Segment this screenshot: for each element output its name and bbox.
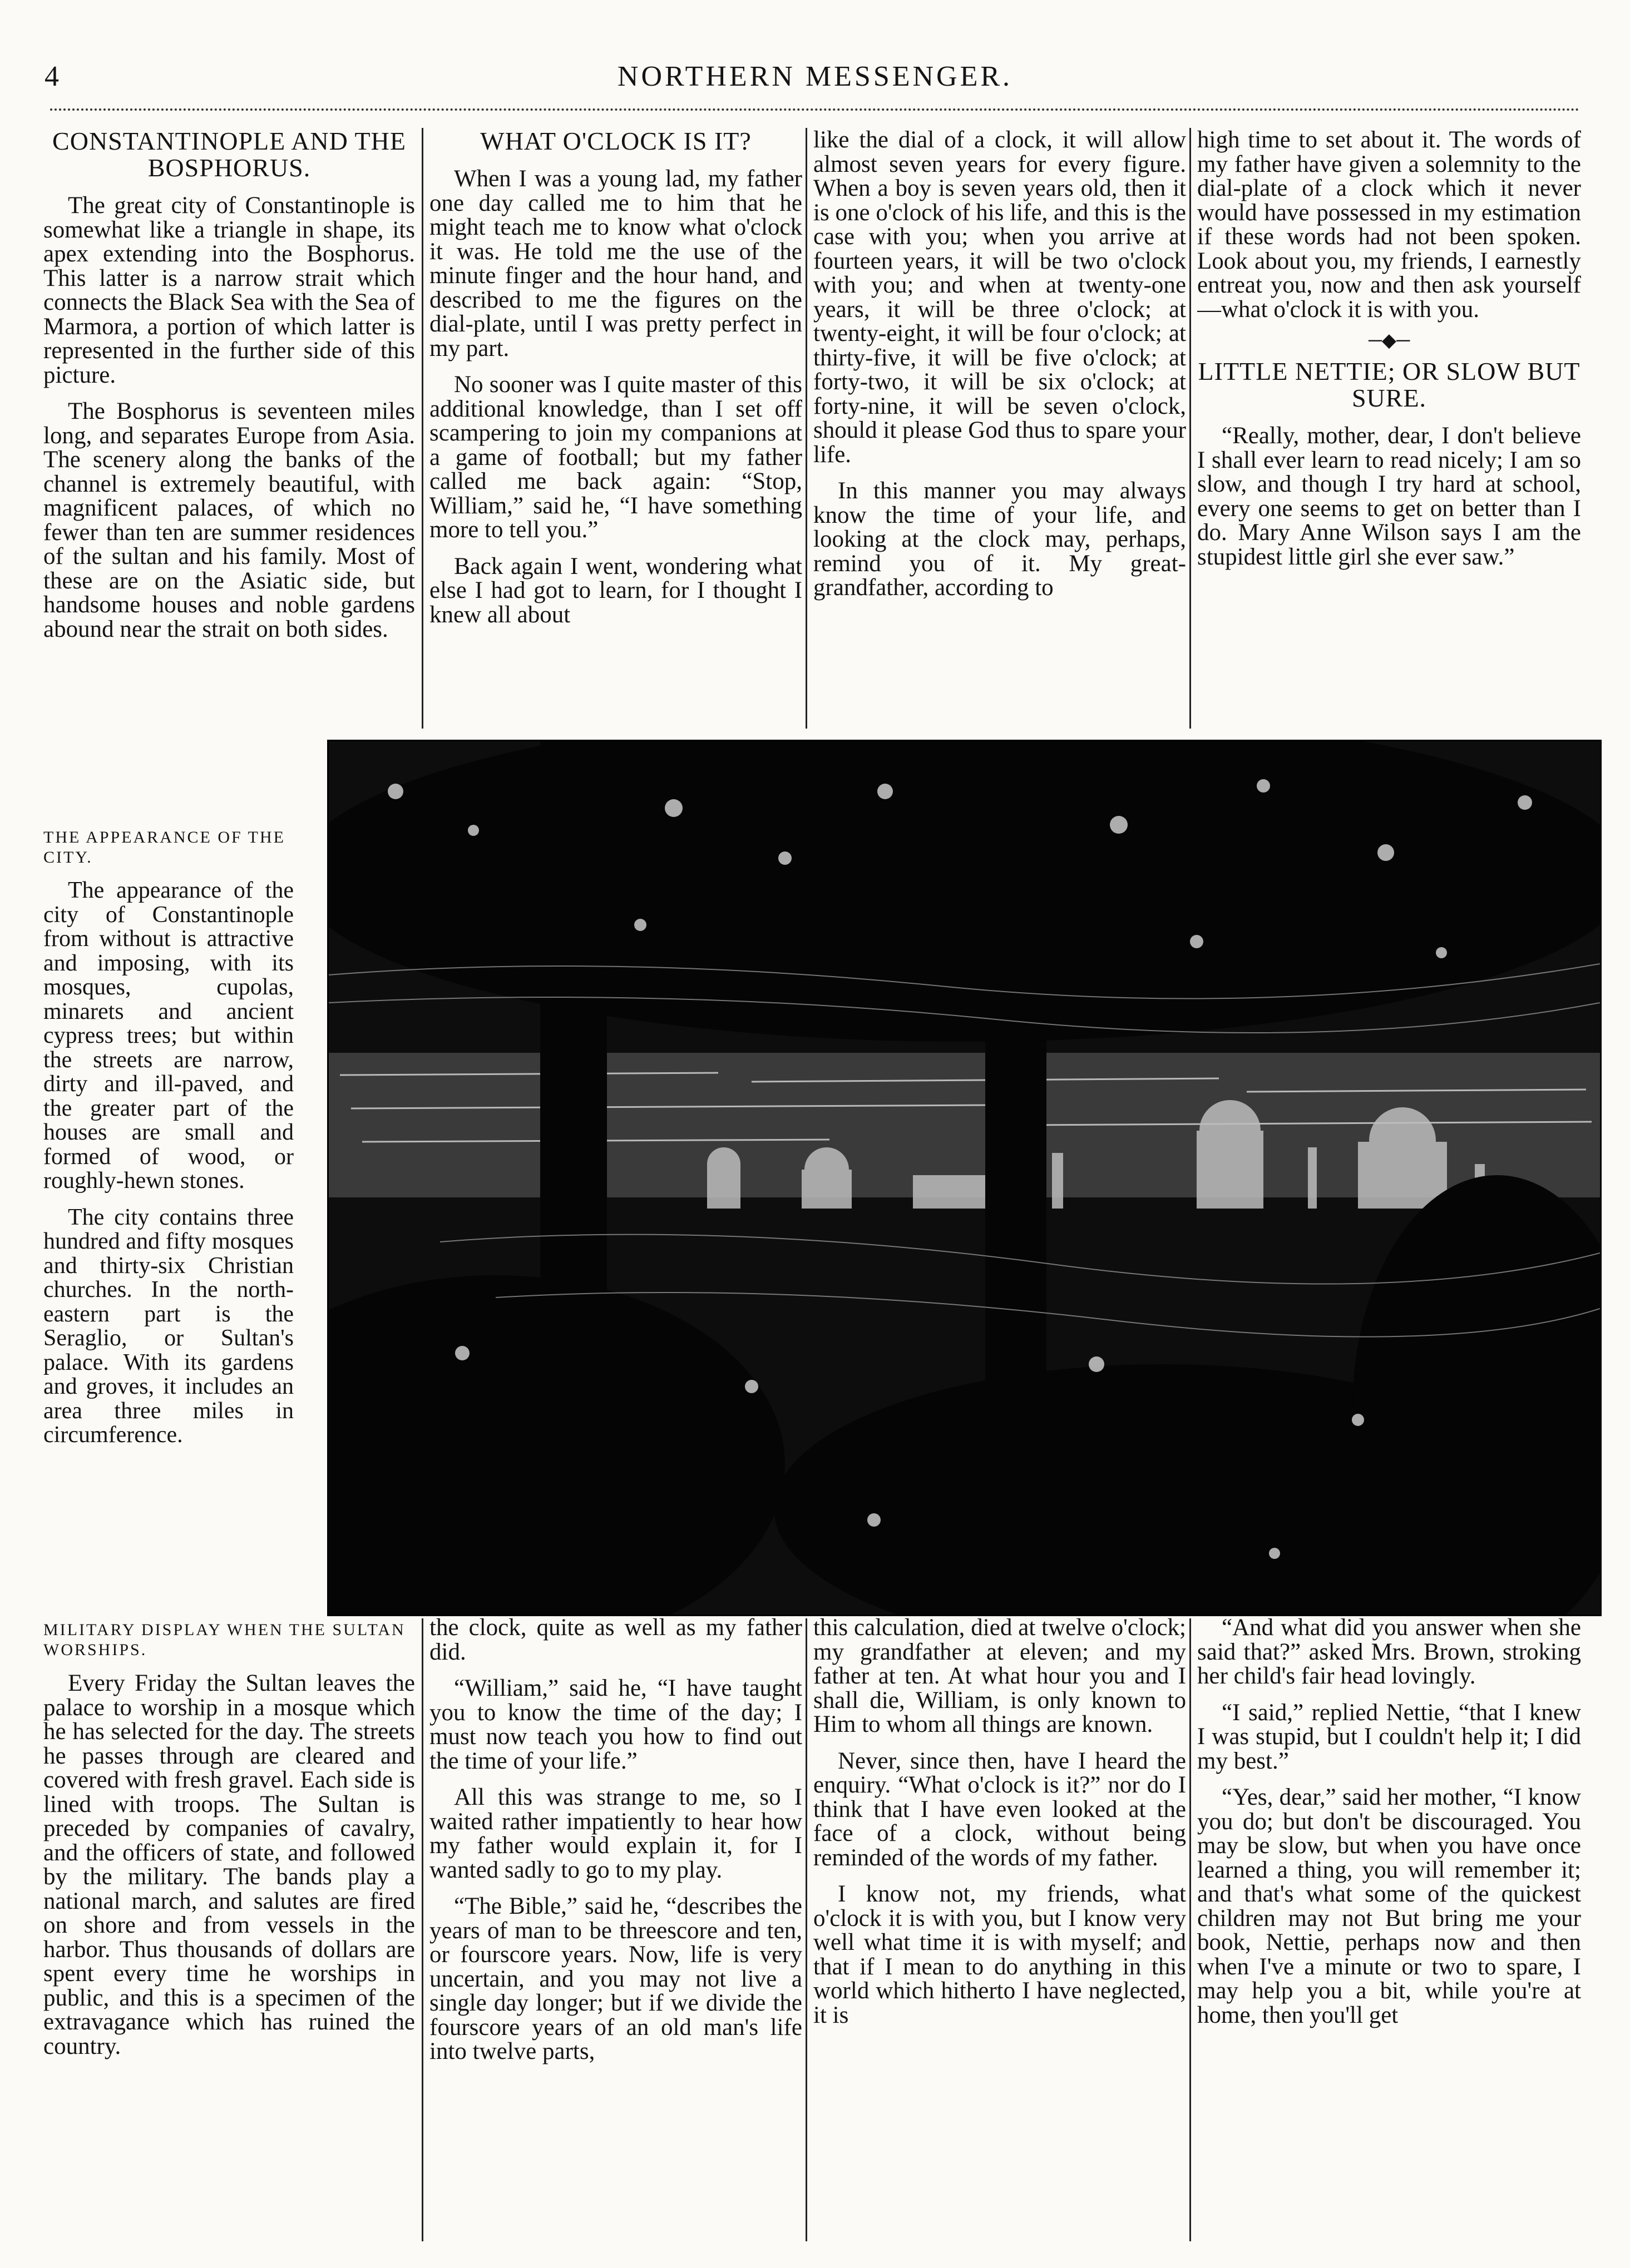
article-title-clock: WHAT O'CLOCK IS IT? <box>480 128 752 155</box>
paragraph: “I said,” replied Nettie, “that I knew I was stupid, but I couldn't help it; I did my best.” <box>1197 1699 1581 1774</box>
paragraph: Back again I went, wondering what else I had got to learn, for I thought I knew all about <box>429 553 802 628</box>
paragraph: No sooner was I quite master of this additional knowledge, than I set off scampering to join my companions at a game of football; but my father called me back again: “Stop, William,” said he, “I have something more to tell you.” <box>429 372 802 543</box>
column-1-top <box>43 128 415 740</box>
column-rule <box>1189 128 1191 729</box>
paragraph: “The Bible,” said he, “describes the years of man to be threescore and ten, or fourscore years. Now, life is very uncertain, and you may not live a single day longer; but if we divide the fourscore years of an old man's life into twelve parts, <box>429 1893 802 2064</box>
paragraph: like the dial of a clock, it will allow almost seven years for every figure. When a boy is seven years old, then it is one o'clock of his life, and this is the case with you; when you arrive at fourteen years, it will be two o'clock with you; and when at twenty-one years, it will be three o'clock; at twenty-eight, it will be four o'clock; at thirty-five, it will be five o'clock; at forty-two, it will be six o'clock; at forty-nine, it will be seven o'clock, should it please God thus to spare your life. <box>813 128 1186 468</box>
paragraph: “Really, mother, dear, I don't believe I shall ever learn to read nicely; I am so slow, and though I try hard at school, every one seems to get on better than I do. Mary Anne Wilson says I am the stupidest little girl she ever saw.” <box>1197 423 1581 570</box>
paragraph: In this manner you may always know the time of your life, and looking at the clock may, perhaps, remind you of it. My great-grandfather, according to <box>813 478 1186 601</box>
paragraph: this calculation, died at twelve o'clock; my grandfather at eleven; and my father at ten. At what hour you and I shall die, William, is only known to Him to whom all things are known. <box>813 1616 1186 1737</box>
column-4-bottom <box>1197 1616 1581 2233</box>
masthead: NORTHERN MESSENGER. <box>617 61 1013 92</box>
header-rule <box>50 108 1580 111</box>
column-3-bottom <box>813 1616 1186 2233</box>
paragraph: “Yes, dear,” said her mother, “I know you do; but don't be discouraged. You may be slow, but when you have once learned a thing, you will remember it; and that's what some of the quickest children may not But bring me your book, Nettie, perhaps now and then when I've a minute or two to spare, I may help you a bit, while you're at home, then you'll get <box>1197 1784 1581 2028</box>
paragraph: the clock, quite as well as my father did. <box>429 1616 802 1665</box>
divider-ornament: ─◆─ <box>1368 330 1410 351</box>
subhead-military: MILITARY DISPLAY WHEN THE SULTAN WORSHIPS. <box>43 1621 406 1659</box>
engraving-constantinople-view <box>327 740 1602 1616</box>
paragraph: The Bosphorus is seventeen miles long, and separates Europe from Asia. The scenery along the banks of the channel is extremely beautiful, with magnificent palaces, of which no fewer than ten are summer residences of the sultan and his family. Most of these are on the Asiatic side, but handsome houses and noble gardens abound near the strait on both sides. <box>43 398 415 642</box>
column-rule <box>806 128 807 729</box>
paragraph: “And what did you answer when she said that?” asked Mrs. Brown, stroking her child's fair head lovingly. <box>1197 1616 1581 1689</box>
column-2-top <box>429 128 802 734</box>
paragraph: The appearance of the city of Constantinople from without is attractive and imposing, with its mosques, cupolas, minarets and ancient cypress trees; but within the streets are narrow, dirty and ill-paved, and the greater part of the houses are small and formed of wood, or roughly-hewn stones. <box>43 878 294 1194</box>
column-1-narrow <box>43 823 294 1613</box>
paragraph: Never, since then, have I heard the enquiry. “What o'clock is it?” nor do I think that I have even looked at the face of a clock, without being reminded of the words of my father. <box>813 1747 1186 1871</box>
column-3-top <box>813 128 1186 734</box>
column-2-bottom <box>429 1616 802 2233</box>
paragraph: All this was strange to me, so I waited rather impatiently to hear how my father would explain it, for I wanted sadly to go to my play. <box>429 1784 802 1883</box>
article-title-nettie: LITTLE NETTIE; OR SLOW BUT SURE. <box>1198 357 1580 412</box>
page-number: 4 <box>45 61 60 92</box>
engraving-icon <box>329 741 1600 1615</box>
column-rule <box>806 1618 807 2241</box>
column-rule <box>422 1618 423 2241</box>
paragraph: The great city of Constantinople is somewhat like a triangle in shape, its apex extending into the Bosphorus. This latter is a narrow strait which connects the Black Sea with the Sea of Marmora, a portion of which latter is represented in the further side of this picture. <box>43 192 415 388</box>
column-rule <box>1189 1618 1191 2241</box>
paragraph: high time to set about it. The words of my father have given a solemnity to the dial-plate of a clock which it never would have possessed in my estimation if these words had not been spoken. Look about you, my friends, I earnestly entreat you, now and then ask yourself—what o'clock it is with you. <box>1197 128 1581 323</box>
subhead-appearance: THE APPEARANCE OF THE CITY. <box>43 828 285 866</box>
article-title-constantinople: CONSTANTINOPLE AND THE BOSPHORUS. <box>52 128 406 182</box>
paragraph: I know not, my friends, what o'clock it is with you, but I know very well what time it is with myself; and that if I mean to do anything in this world which hitherto I have neglected, it is <box>813 1881 1186 2028</box>
column-4-top <box>1197 128 1581 734</box>
paragraph: Every Friday the Sultan leaves the palace to worship in a mosque which he has selected for the day. The streets he passes through are cleared and covered with fresh gravel. Each side is lined with troops. The Sultan is preceded by companies of cavalry, and the officers of state, and followed by the military. The bands play a national march, and salutes are fired on shore and from vessels in the harbor. Thus thousands of dollars are spent every time he worships in public, and this is a specimen of the extravagance which has ruined the country. <box>43 1670 415 2059</box>
paragraph: The city contains three hundred and fifty mosques and thirty-six Christian churches. In the north-eastern part is the Seraglio, or Sultan's palace. With its gardens and groves, it includes an area three miles in circumference. <box>43 1204 294 1448</box>
column-1-bottom <box>43 1616 415 2233</box>
paragraph: “William,” said he, “I have taught you to know the time of the day; I must now teach you how to find out the time of your life.” <box>429 1675 802 1774</box>
column-rule <box>422 128 423 729</box>
paragraph: When I was a young lad, my father one day called me to him that he might teach me to know what o'clock it was. He told me the use of the minute finger and the hour hand, and described to me the figures on the dial-plate, until I was pretty perfect in my part. <box>429 166 802 362</box>
